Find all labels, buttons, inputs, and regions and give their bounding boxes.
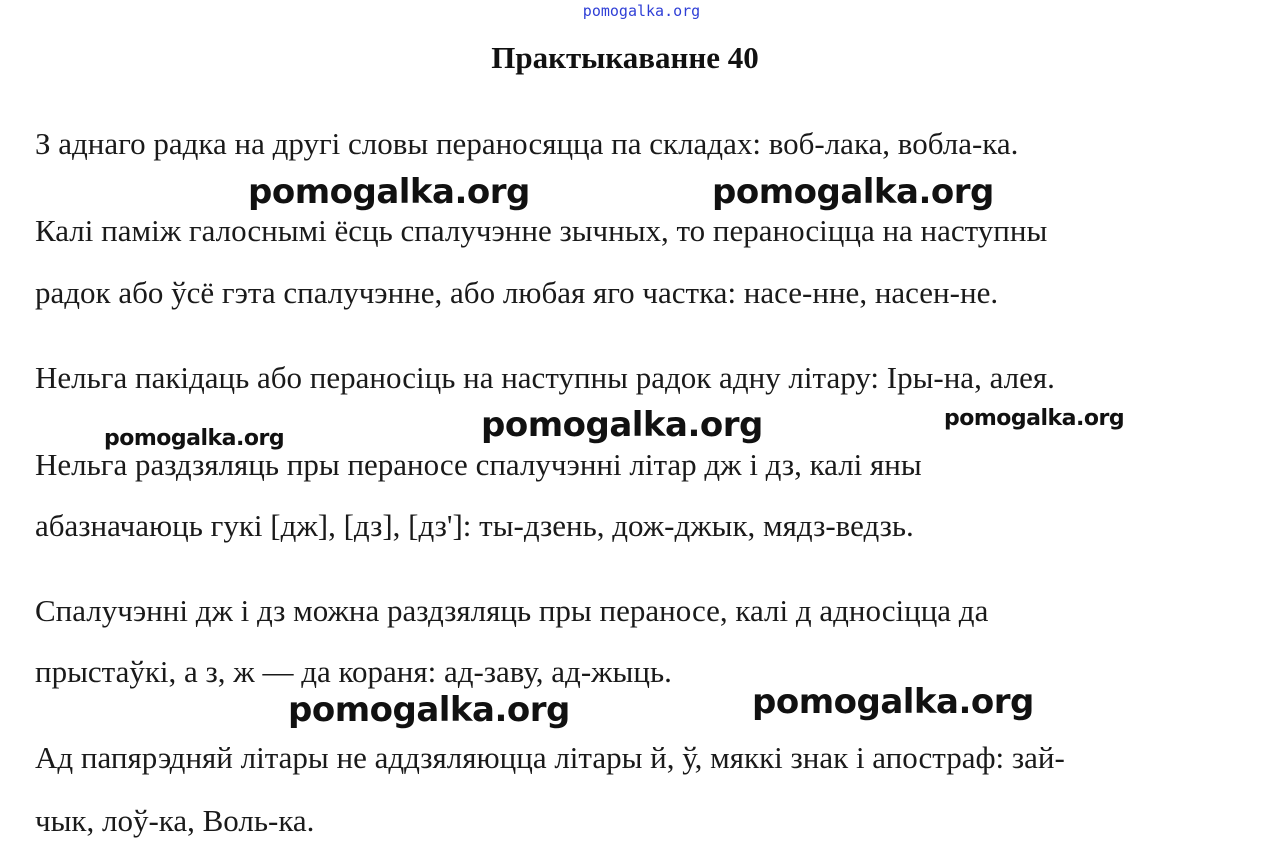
rule-line-9: Ад папярэдняй літары не аддзяляюцца літары й, ў, мяккі знак і апостраф: зай- (35, 740, 1065, 775)
rule-line-10: чык, лоў-ка, Воль-ка. (35, 803, 315, 838)
watermark-text: pomogalka.org (752, 682, 1034, 722)
rule-line-4: Нельга пакідаць або пераносіць на наступны радок адну літару: Іры-на, алея. (35, 360, 1055, 395)
rule-line-6: абазначаюць гукі [дж], [дз], [дз']: ты-дзень, дож-джык, мядз-ведзь. (35, 508, 914, 543)
watermark-text: pomogalka.org (481, 405, 763, 445)
watermark-text: pomogalka.org (712, 172, 994, 212)
watermark-text: pomogalka.org (248, 172, 530, 212)
rule-line-7: Спалучэнні дж і дз можна раздзяляць пры пераносе, калі д адносіцца да (35, 593, 989, 628)
page-title: Практыкаванне 40 (491, 40, 759, 75)
top-watermark: pomogalka.org (582, 2, 701, 20)
rule-line-5: Нельга раздзяляць пры пераносе спалучэнні літар дж і дз, калі яны (35, 447, 922, 482)
rule-line-8: прыстаўкі, а з, ж — да кораня: ад-заву, ад-жыць. (35, 654, 672, 689)
rule-line-3: радок або ўсё гэта спалучэнне, або любая яго частка: насе-нне, насен-не. (35, 275, 999, 310)
rule-line-1: З аднаго радка на другі словы пераносяцца па складах: воб-лака, вобла-ка. (35, 126, 1019, 161)
watermark-text: pomogalka.org (944, 406, 1125, 431)
watermark-text: pomogalka.org (288, 690, 570, 730)
watermark-text: pomogalka.org (104, 426, 285, 451)
rule-line-2: Калі паміж галоснымі ёсць спалучэнне зычных, то пераносіцца на наступны (35, 213, 1048, 248)
